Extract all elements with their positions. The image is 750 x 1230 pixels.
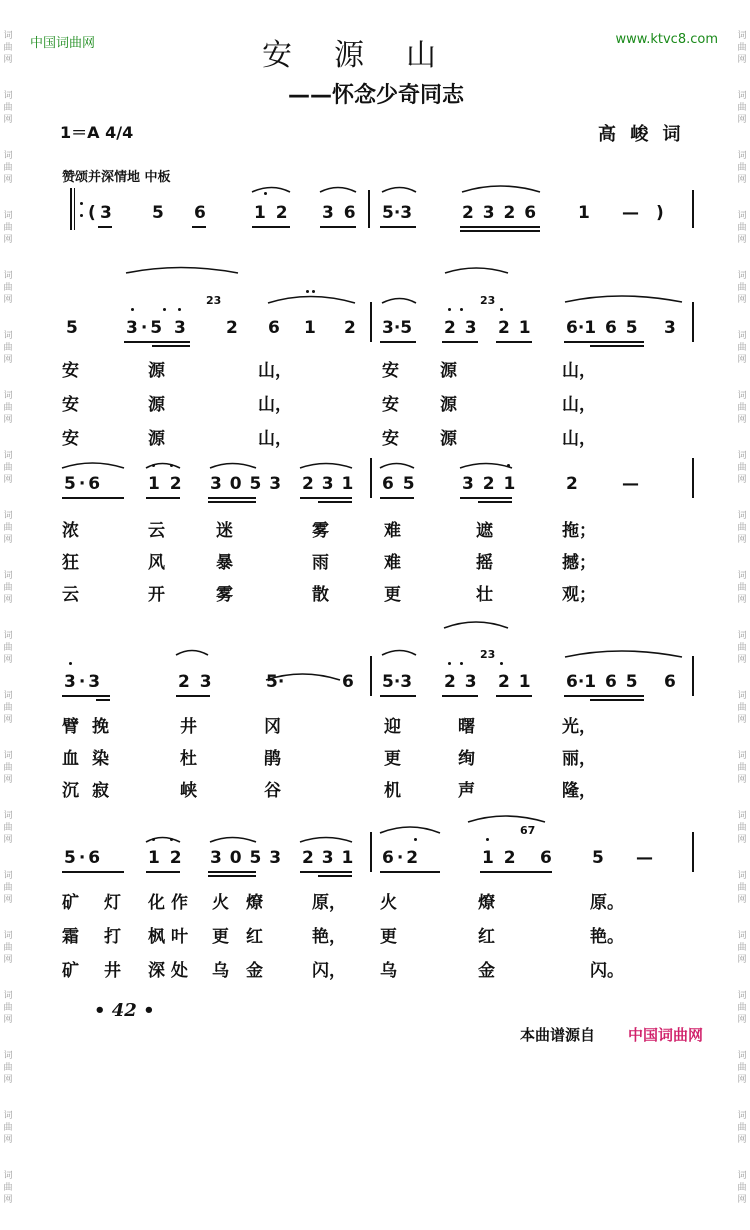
intro-note: 5·3 xyxy=(382,203,413,223)
grace-note: 23 xyxy=(206,294,222,307)
lyric: 拖； xyxy=(562,521,596,541)
lyric: 源 xyxy=(148,395,165,415)
site-watermark-left: 中国词曲网 xyxy=(30,36,96,51)
note: — xyxy=(622,474,639,494)
lyric: 丽， xyxy=(562,749,596,769)
underline xyxy=(460,230,540,232)
underline xyxy=(590,345,644,347)
underline xyxy=(300,871,352,873)
lyric: 浓 xyxy=(62,521,79,541)
intro-note: 6 xyxy=(194,203,206,223)
lyric: 燎 xyxy=(246,893,263,913)
repeat-barline-thin xyxy=(74,188,75,230)
lyric: 源 xyxy=(148,429,165,449)
lyric: 山， xyxy=(562,429,596,449)
note: 5·3 xyxy=(382,672,413,692)
lyric: 迷 xyxy=(216,521,233,541)
octave-dot xyxy=(69,662,72,665)
lyric: 安 xyxy=(382,395,399,415)
note: 5 xyxy=(592,848,604,868)
underline xyxy=(380,871,440,873)
note: 6·1 6 5 xyxy=(566,318,638,338)
lyric: 撼； xyxy=(562,553,596,573)
lyric: 打 xyxy=(104,927,121,947)
octave-dot xyxy=(170,464,173,467)
note: 6·1 6 5 xyxy=(566,672,638,692)
lyric: 枫叶 xyxy=(148,927,194,947)
underline xyxy=(460,497,512,499)
note: 2 3 xyxy=(444,318,477,338)
underline xyxy=(478,501,512,503)
octave-dot xyxy=(500,662,503,665)
note: 1 2 xyxy=(482,848,516,868)
note: 2 3 xyxy=(178,672,212,692)
underline xyxy=(62,871,124,873)
octave-dot xyxy=(152,838,155,841)
underline xyxy=(96,699,110,701)
underline xyxy=(320,226,356,228)
lyric: 安 xyxy=(382,429,399,449)
octave-dot xyxy=(500,308,503,311)
lyric: 沉 xyxy=(62,781,79,801)
octave-dot xyxy=(306,290,309,293)
note: 5· xyxy=(266,672,285,692)
barline xyxy=(370,302,372,342)
barline xyxy=(692,832,694,872)
lyric: 更 xyxy=(380,927,397,947)
lyricist: 高 峻 词 xyxy=(598,124,685,145)
lyric: 闪， xyxy=(312,961,346,981)
lyric: 源 xyxy=(148,361,165,381)
lyric: 血 xyxy=(62,749,79,769)
underline xyxy=(208,501,256,503)
underline xyxy=(252,226,290,228)
note: 6 xyxy=(268,318,280,338)
lyric: 乌 xyxy=(212,961,229,981)
note: 2 1 xyxy=(498,318,531,338)
lyric: 源 xyxy=(440,429,457,449)
lyric: 雾 xyxy=(312,521,329,541)
lyric: 雾 xyxy=(216,585,233,605)
underline xyxy=(192,226,206,228)
note: 6 5 xyxy=(382,474,415,494)
octave-dot xyxy=(163,308,166,311)
lyric: 火 xyxy=(212,893,229,913)
barline xyxy=(368,190,370,228)
lyric: 风 xyxy=(148,553,165,573)
lyric: 艳， xyxy=(312,927,346,947)
page-title: 安源山 xyxy=(262,38,478,73)
octave-dot xyxy=(448,308,451,311)
lyric: 寂 xyxy=(92,781,109,801)
repeat-dot xyxy=(80,202,83,205)
lyric: 挽 xyxy=(92,717,109,737)
lyric: 原， xyxy=(312,893,346,913)
underline xyxy=(146,497,180,499)
underline xyxy=(564,341,644,343)
lyric: 闪。 xyxy=(590,961,624,981)
underline xyxy=(460,226,540,228)
lyric: 井 xyxy=(104,961,121,981)
octave-dot xyxy=(178,308,181,311)
underline xyxy=(208,871,256,873)
note: 3 2 1 xyxy=(462,474,516,494)
underline xyxy=(152,345,190,347)
underline xyxy=(124,341,190,343)
note: 2 xyxy=(344,318,356,338)
intro-note: 2 3 2 6 xyxy=(462,203,537,223)
lyric: 金 xyxy=(246,961,263,981)
lyric: 隆， xyxy=(562,781,596,801)
lyric: 暴 xyxy=(216,553,233,573)
lyric: 山， xyxy=(562,361,596,381)
lyric: 杜 xyxy=(180,749,197,769)
underline xyxy=(300,497,352,499)
underline xyxy=(380,695,416,697)
lyric: 霜 xyxy=(62,927,79,947)
lyric: 安 xyxy=(62,395,79,415)
lyric: 曙 xyxy=(458,717,475,737)
grace-note: 23 xyxy=(480,294,496,307)
lyric: 山， xyxy=(258,429,292,449)
lyric: 乌 xyxy=(380,961,397,981)
note: 5·6 xyxy=(64,474,104,494)
side-watermark-right: 词 曲 网 词 曲 网 词 曲 网 词 曲 网 词 曲 网 词 曲 网 词 曲 网 词 曲 网 词 曲 网 词 曲 网 词 曲 网 词 曲 网 词 曲 网 词 曲 网 词 曲 网 词 曲 网 词 曲 网 词 曲 网 词 曲 网 词 曲 网 xyxy=(737,31,747,1205)
intro-paren-open: ( xyxy=(88,203,96,223)
underline xyxy=(480,871,552,873)
lyric: 灯 xyxy=(104,893,121,913)
note: 2 xyxy=(226,318,238,338)
lyric: 难 xyxy=(384,521,401,541)
lyric: 难 xyxy=(384,553,401,573)
grace-note: 67 xyxy=(520,824,536,837)
note: 3·5 3 xyxy=(126,318,189,338)
barline xyxy=(370,832,372,872)
lyric: 峡 xyxy=(180,781,197,801)
note: 2 3 1 xyxy=(302,848,354,868)
intro-note: 5 xyxy=(152,203,164,223)
underline xyxy=(496,695,532,697)
lyric: 燎 xyxy=(478,893,495,913)
underline xyxy=(208,497,256,499)
octave-dot xyxy=(264,192,267,195)
octave-dot xyxy=(507,464,510,467)
lyric: 原。 xyxy=(590,893,624,913)
underline xyxy=(442,341,478,343)
underline xyxy=(208,875,256,877)
key-signature: 1＝A 4/4 xyxy=(60,123,134,142)
barline xyxy=(692,190,694,228)
lyric: 散 xyxy=(312,585,329,605)
intro-note: 1 xyxy=(578,203,590,223)
barline xyxy=(370,656,372,696)
underline xyxy=(318,501,352,503)
lyric: 安 xyxy=(62,361,79,381)
lyric: 红 xyxy=(246,927,263,947)
intro-note: 3 6 xyxy=(322,203,356,223)
lyric: 化作 xyxy=(148,893,194,913)
note: 6·2 xyxy=(382,848,422,868)
lyric: 壮 xyxy=(476,585,493,605)
lyric: 云 xyxy=(62,585,79,605)
lyric: 红 xyxy=(478,927,495,947)
lyric: 安 xyxy=(62,429,79,449)
barline xyxy=(692,458,694,498)
underline xyxy=(564,695,644,697)
barline xyxy=(692,302,694,342)
underline xyxy=(318,875,352,877)
note: 3 0 5 3 xyxy=(210,474,282,494)
underline xyxy=(496,341,532,343)
source-brand: 中国词曲网 xyxy=(628,1026,704,1044)
note: 6 xyxy=(342,672,354,692)
octave-dot xyxy=(131,308,134,311)
note: 3 xyxy=(664,318,676,338)
octave-dot xyxy=(460,308,463,311)
note: 3 0 5 3 xyxy=(210,848,282,868)
lyric: 矿 xyxy=(62,893,79,913)
lyric: 山， xyxy=(258,395,292,415)
repeat-dot xyxy=(80,214,83,217)
lyric: 冈 xyxy=(264,717,281,737)
lyric: 声 xyxy=(458,781,475,801)
lyric: 源 xyxy=(440,361,457,381)
lyric: 机 xyxy=(384,781,401,801)
underline xyxy=(98,226,112,228)
source-label: 本曲谱源自 xyxy=(520,1026,596,1044)
underline xyxy=(380,497,414,499)
lyric: 谷 xyxy=(264,781,281,801)
underline xyxy=(62,497,124,499)
intro-note: ) xyxy=(656,203,664,223)
octave-dot xyxy=(170,838,173,841)
note: 5·6 xyxy=(64,848,104,868)
lyric: 源 xyxy=(440,395,457,415)
underline xyxy=(590,699,644,701)
note: 6 xyxy=(540,848,552,868)
repeat-barline-thick xyxy=(70,188,72,230)
lyric: 迎 xyxy=(384,717,401,737)
octave-dot xyxy=(312,290,315,293)
barline xyxy=(370,458,372,498)
lyric: 狂 xyxy=(62,553,79,573)
lyric: 观； xyxy=(562,585,596,605)
page-number: • 42 • xyxy=(94,1000,155,1021)
note: 2 1 xyxy=(498,672,531,692)
note: 2 3 1 xyxy=(302,474,354,494)
note: 6 xyxy=(664,672,676,692)
tempo-marking: 赞颂并深情地 中板 xyxy=(62,170,171,185)
note: 3·3 xyxy=(64,672,104,692)
octave-dot xyxy=(414,838,417,841)
lyric: 染 xyxy=(92,749,109,769)
lyric: 鹃 xyxy=(264,749,281,769)
note: 2 xyxy=(566,474,578,494)
note: — xyxy=(636,848,653,868)
intro-note: 1 2 xyxy=(254,203,288,223)
underline xyxy=(380,341,416,343)
note: 1 xyxy=(304,318,316,338)
barline xyxy=(692,656,694,696)
grace-note: 23 xyxy=(480,648,496,661)
intro-note: — xyxy=(622,203,639,223)
lyric: 更 xyxy=(384,585,401,605)
lyric: 深处 xyxy=(148,961,194,981)
lyric: 开 xyxy=(148,585,165,605)
note: 1 2 xyxy=(148,474,182,494)
lyric: 遮 xyxy=(476,521,493,541)
site-watermark-right: www.ktvc8.com xyxy=(615,32,718,47)
note: 2 3 xyxy=(444,672,477,692)
intro-note: 3 xyxy=(100,203,112,223)
lyric: 更 xyxy=(212,927,229,947)
underline xyxy=(380,226,416,228)
note: 1 2 xyxy=(148,848,182,868)
note: 3·5 xyxy=(382,318,413,338)
octave-dot xyxy=(448,662,451,665)
lyric: 更 xyxy=(384,749,401,769)
lyric: 艳。 xyxy=(590,927,624,947)
lyric: 山， xyxy=(562,395,596,415)
lyric: 臂 xyxy=(62,717,79,737)
side-watermark-left: 词 曲 网 词 曲 网 词 曲 网 词 曲 网 词 曲 网 词 曲 网 词 曲 网 词 曲 网 词 曲 网 词 曲 网 词 曲 网 词 曲 网 词 曲 网 词 曲 网 词 曲 网 词 曲 网 词 曲 网 词 曲 网 词 曲 网 词 曲 网 xyxy=(3,31,13,1205)
underline xyxy=(146,871,180,873)
lyric: 绚 xyxy=(458,749,475,769)
octave-dot xyxy=(152,464,155,467)
lyric: 井 xyxy=(180,717,197,737)
lyric: 摇 xyxy=(476,553,493,573)
underline xyxy=(62,695,110,697)
underline xyxy=(176,695,210,697)
underline xyxy=(442,695,478,697)
lyric: 光， xyxy=(562,717,596,737)
lyric: 云 xyxy=(148,521,165,541)
page-subtitle: ——怀念少奇同志 xyxy=(288,83,465,108)
lyric: 山， xyxy=(258,361,292,381)
lyric: 矿 xyxy=(62,961,79,981)
lyric: 安 xyxy=(382,361,399,381)
lyric: 火 xyxy=(380,893,397,913)
octave-dot xyxy=(460,662,463,665)
lyric: 雨 xyxy=(312,553,329,573)
octave-dot xyxy=(486,838,489,841)
note: 5 xyxy=(66,318,78,338)
lyric: 金 xyxy=(478,961,495,981)
